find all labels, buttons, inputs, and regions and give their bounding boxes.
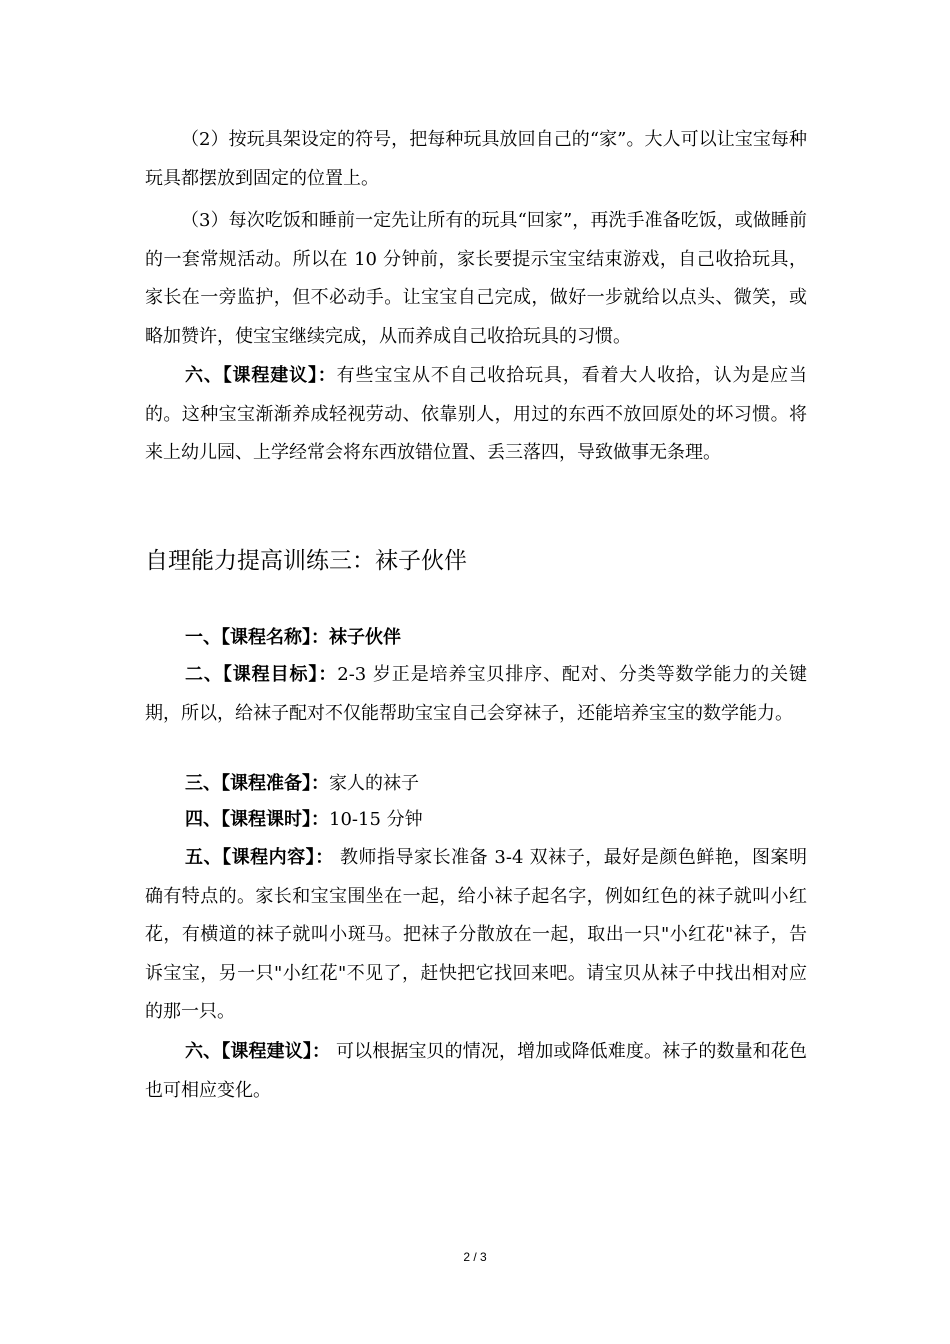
course-goal-text: 2-3 岁正是培养宝贝排序、配对、分类等数学能力的关键期，所以，给袜子配对不仅能帮助宝宝自己会穿袜子，还能培养宝宝的数学能力。	[145, 664, 808, 724]
paragraph-step-3: （3）每次吃饭和睡前一定先让所有的玩具“回家”，再洗手准备吃饭，或做睡前的一套常规活动。所以在 10 分钟前，家长要提示宝宝结束游戏，自己收拾玩具，家长在一旁监护，但不必动手。让宝宝自己完成，做好一步就给以点头、微笑，或略加赞许，使宝宝继续完成，从而养成自己收拾玩具的习惯。	[145, 210, 807, 347]
course-prep-line	[145, 766, 807, 802]
course-prep-value: 家人的袜子	[329, 773, 419, 794]
advice-label: 六、【课程建议】：	[185, 365, 337, 386]
course-goal-label: 二、【课程目标】：	[185, 664, 338, 685]
paragraph-step-2: （2）按玩具架设定的符号，把每种玩具放回自己的“家”。大人可以让宝宝每种玩具都摆放到固定的位置上。	[145, 129, 807, 189]
course-advice-text: 可以根据宝贝的情况，增加或降低难度。袜子的数量和花色也可相应变化。	[145, 1041, 807, 1101]
course-goal-paragraph	[145, 656, 807, 733]
course-advice-label: 六、【课程建议】：	[185, 1041, 331, 1062]
course-time-label: 四、【课程课时】：	[185, 809, 329, 830]
course-advice-paragraph	[145, 1033, 807, 1110]
course-content-text: 教师指导家长准备 3-4 双袜子，最好是颜色鲜艳，图案明确有特点的。家长和宝宝围坐在一起，给小袜子起名字，例如红色的袜子就叫小红花，有横道的袜子就叫小斑马。把袜子分散放在一起，取出一只"小红花"袜子，告诉宝宝，另一只"小红花"不见了，赶快把它找回来吧。请宝贝从袜子中找出相对应的那一只。	[145, 847, 808, 1022]
section-heading: 自理能力提高训练三：袜子伙伴	[145, 548, 467, 574]
course-content-label: 五、【课程内容】：	[185, 847, 334, 868]
advice-text: 有些宝宝从不自己收拾玩具，看着大人收拾，认为是应当的。这种宝宝渐渐养成轻视劳动、依靠别人，用过的东西不放回原处的坏习惯。将来上幼儿园、上学经常会将东西放错位置、丢三落四，导致做事无条理。	[145, 365, 808, 463]
course-time-line	[145, 802, 807, 838]
course-name-line	[145, 620, 807, 656]
course-content-paragraph	[145, 839, 807, 1032]
course-name-label: 一、【课程名称】：	[185, 627, 329, 648]
course-time-value: 10-15 分钟	[329, 809, 423, 830]
paragraph-course-advice-prev	[145, 357, 807, 473]
page-number: 2 / 3	[463, 1250, 487, 1264]
course-name-value: 袜子伙伴	[329, 627, 401, 648]
course-prep-label: 三、【课程准备】：	[185, 773, 329, 794]
